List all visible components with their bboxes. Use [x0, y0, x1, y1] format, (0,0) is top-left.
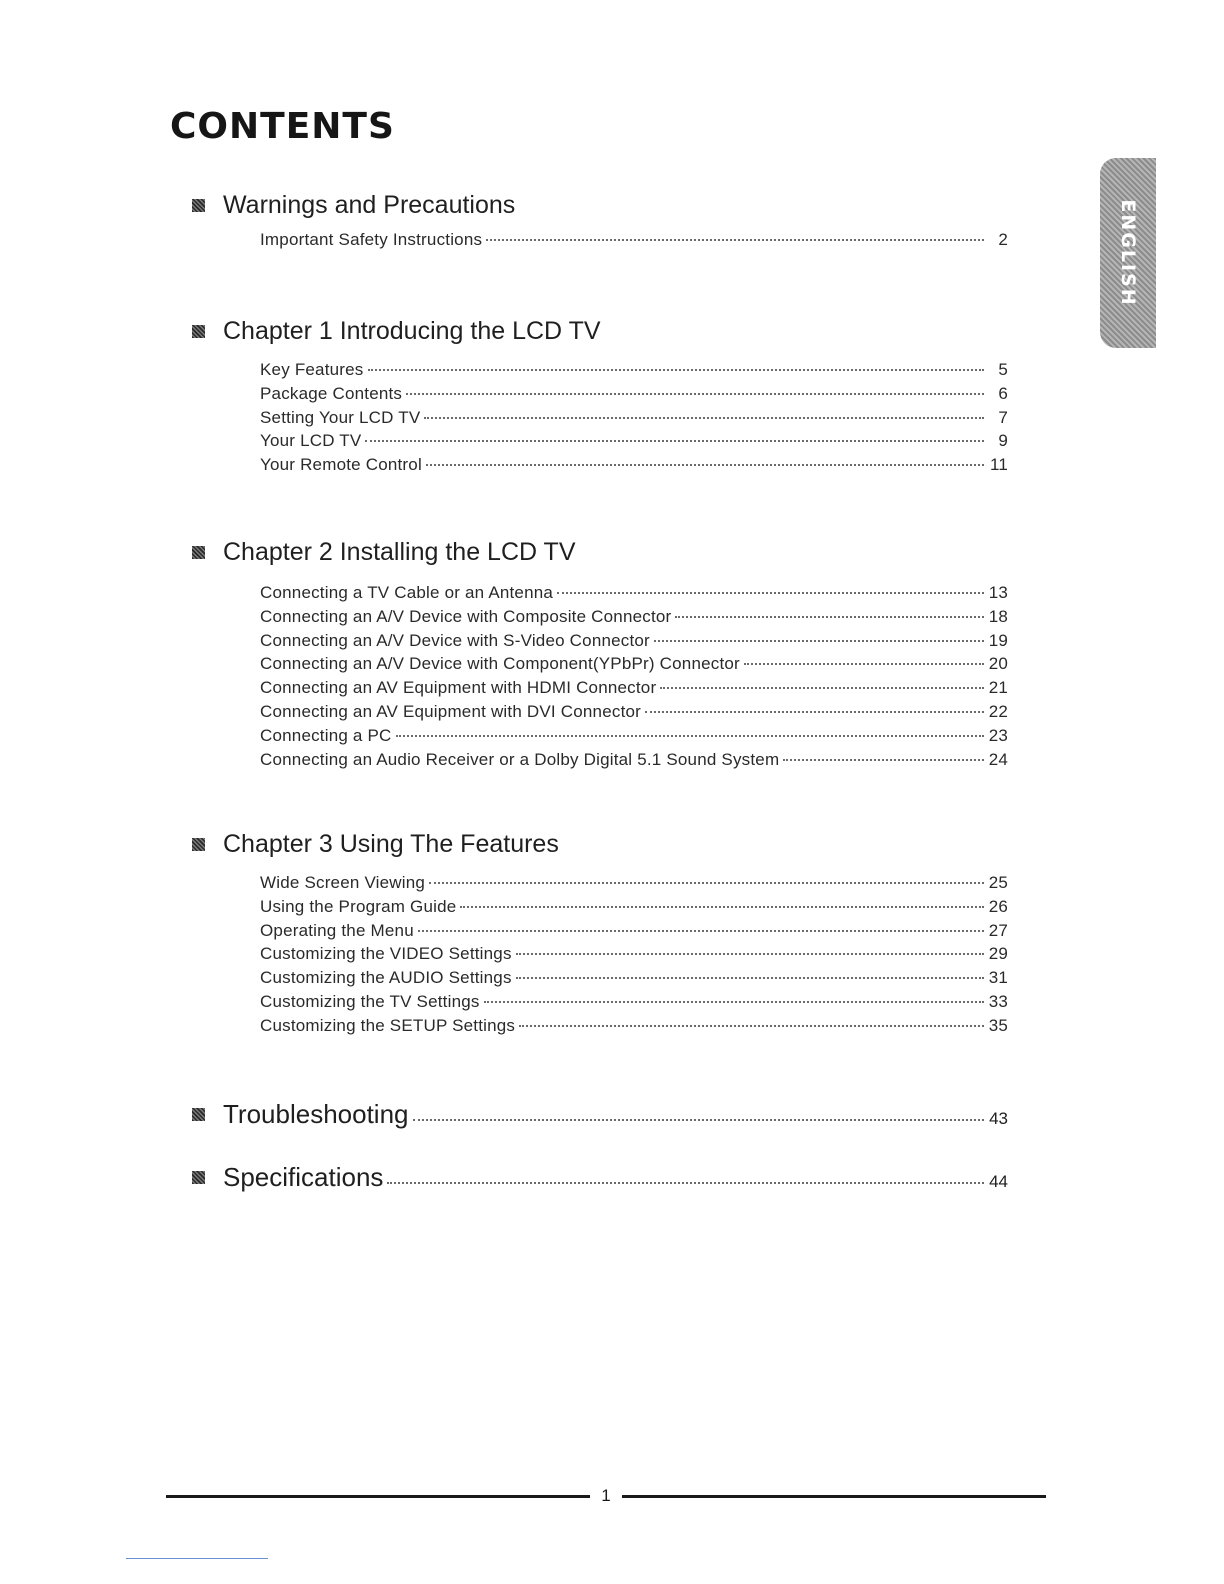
- toc-entry[interactable]: [260, 607, 1008, 631]
- toc-entry[interactable]: [260, 873, 1008, 897]
- dot-leader: [426, 464, 984, 466]
- entry-page: 13: [988, 583, 1008, 602]
- entry-page: 23: [988, 725, 1008, 745]
- entry-title: Package Contents: [260, 383, 403, 403]
- toc-entry[interactable]: [192, 1160, 1008, 1194]
- dot-leader: [519, 1025, 984, 1027]
- square-bullet-icon: [192, 1171, 205, 1184]
- entry-title: Your Remote Control: [260, 455, 422, 475]
- toc-entry[interactable]: [260, 583, 1008, 607]
- toc-entry[interactable]: [260, 678, 1008, 702]
- toc-entries: [260, 583, 1008, 773]
- toc-section-warnings: [192, 188, 1008, 254]
- dot-leader: [675, 616, 984, 618]
- entry-page: 6: [998, 383, 1008, 403]
- dot-leader: [396, 735, 984, 737]
- dot-leader: [365, 440, 984, 442]
- square-bullet-icon: [192, 199, 205, 212]
- toc-section-troubleshooting: [192, 1097, 1008, 1131]
- toc-entry[interactable]: [260, 921, 1008, 945]
- entry-title: Connecting an A/V Device with S-Video Connector: [260, 630, 650, 650]
- dot-leader: [486, 239, 984, 241]
- toc-entry[interactable]: [260, 992, 1008, 1016]
- entry-title: Setting Your LCD TV: [260, 407, 421, 427]
- toc-entry[interactable]: [260, 431, 1008, 455]
- page-footer: [166, 1486, 1046, 1506]
- toc-entry[interactable]: [260, 360, 1008, 384]
- dot-leader: [413, 1119, 985, 1121]
- entry-title: Using the Program Guide: [260, 896, 457, 916]
- dot-leader: [368, 369, 984, 371]
- toc-section-specifications: [192, 1160, 1008, 1194]
- square-bullet-icon: [192, 546, 205, 559]
- toc-entries: [260, 360, 1008, 479]
- entry-title: Connecting an AV Equipment with HDMI Connector: [260, 678, 657, 698]
- section-title: Troubleshooting: [223, 1098, 409, 1129]
- section-title: Warnings and Precautions: [223, 190, 516, 219]
- toc-entry[interactable]: [260, 750, 1008, 774]
- section-title: Chapter 1 Introducing the LCD TV: [223, 316, 601, 345]
- page-title: CONTENTS: [170, 106, 395, 147]
- section-title: Specifications: [223, 1161, 384, 1192]
- entry-title: Connecting a TV Cable or an Antenna: [260, 583, 554, 602]
- entry-page: 19: [988, 630, 1008, 650]
- square-bullet-icon: [192, 838, 205, 851]
- dot-leader: [516, 953, 984, 955]
- entry-title: Connecting an AV Equipment with DVI Connector: [260, 701, 642, 721]
- entry-title: Customizing the AUDIO Settings: [260, 968, 512, 988]
- toc-section-chapter-3: [192, 827, 1008, 1040]
- entry-page: 9: [998, 431, 1008, 451]
- entry-page: 24: [988, 749, 1008, 769]
- toc-entry[interactable]: [260, 702, 1008, 726]
- entry-title: Customizing the SETUP Settings: [260, 1015, 516, 1035]
- dot-leader: [424, 417, 984, 419]
- toc-entry[interactable]: [260, 968, 1008, 992]
- entry-page: 35: [988, 1015, 1008, 1035]
- entry-page: 20: [988, 654, 1008, 674]
- entry-title: Connecting a PC: [260, 725, 392, 745]
- section-title: Chapter 3 Using The Features: [223, 829, 559, 858]
- toc-entry[interactable]: [260, 944, 1008, 968]
- dot-leader: [484, 1001, 984, 1003]
- section-title: Chapter 2 Installing the LCD TV: [223, 537, 576, 566]
- language-tab-label: ENGLISH: [1117, 199, 1139, 307]
- section-heading: [192, 535, 1008, 569]
- toc-entry[interactable]: [260, 384, 1008, 408]
- entry-page: 21: [988, 678, 1008, 698]
- entry-page: 22: [988, 701, 1008, 721]
- toc-entry[interactable]: [260, 897, 1008, 921]
- dot-leader: [516, 977, 984, 979]
- toc-entry[interactable]: [260, 726, 1008, 750]
- entry-page: 5: [998, 360, 1008, 379]
- toc-section-chapter-1: [192, 314, 1008, 479]
- toc-entry[interactable]: [192, 1097, 1008, 1131]
- dot-leader: [460, 906, 984, 908]
- entry-page: 11: [989, 455, 1008, 475]
- square-bullet-icon: [192, 325, 205, 338]
- footer-rule-left: [166, 1495, 590, 1498]
- entry-page: 29: [988, 944, 1008, 964]
- dot-leader: [418, 930, 984, 932]
- entry-page: 33: [988, 991, 1008, 1011]
- dot-leader: [387, 1182, 984, 1184]
- square-bullet-icon: [192, 1108, 205, 1121]
- dot-leader: [645, 711, 984, 713]
- dot-leader: [406, 393, 984, 395]
- corner-divider: [126, 1558, 268, 1559]
- entry-page: 18: [988, 606, 1008, 626]
- entry-title: Wide Screen Viewing: [260, 873, 426, 892]
- entry-title: Connecting an A/V Device with Component(YPbPr) Connector: [260, 654, 740, 674]
- entry-page: 7: [998, 407, 1008, 427]
- entry-page: 31: [988, 968, 1008, 988]
- dot-leader: [783, 759, 984, 761]
- entry-title: Connecting an A/V Device with Composite Connector: [260, 606, 672, 626]
- toc-entry[interactable]: [260, 455, 1008, 479]
- toc-entry[interactable]: [260, 631, 1008, 655]
- footer-rule-right: [622, 1495, 1046, 1498]
- toc-entries: [260, 873, 1008, 1040]
- section-heading: [192, 188, 1008, 222]
- entry-page: 27: [988, 920, 1008, 940]
- entry-title: Your LCD TV: [260, 431, 362, 451]
- dot-leader: [744, 663, 984, 665]
- entry-title: Key Features: [260, 360, 364, 379]
- entry-title: Customizing the VIDEO Settings: [260, 944, 512, 964]
- entry-title: Customizing the TV Settings: [260, 991, 480, 1011]
- entry-page: 44: [989, 1172, 1008, 1191]
- entry-page: 2: [998, 230, 1008, 249]
- toc-section-chapter-2: [192, 535, 1008, 773]
- entry-page: 26: [988, 896, 1008, 916]
- page-number: 1: [601, 1486, 611, 1505]
- toc-entry[interactable]: [260, 230, 1008, 254]
- entry-title: Important Safety Instructions: [260, 230, 483, 249]
- toc-entry[interactable]: [260, 408, 1008, 432]
- entry-page: 43: [989, 1109, 1008, 1128]
- section-heading: [192, 827, 1008, 861]
- entry-title: Operating the Menu: [260, 920, 414, 940]
- language-tab: [1100, 158, 1156, 348]
- toc-entry[interactable]: [260, 654, 1008, 678]
- section-heading: [192, 314, 1008, 348]
- dot-leader: [660, 687, 984, 689]
- entry-page: 25: [988, 873, 1008, 892]
- dot-leader: [557, 592, 984, 594]
- entry-title: Connecting an Audio Receiver or a Dolby Digital 5.1 Sound System: [260, 749, 780, 769]
- toc-entry[interactable]: [260, 1016, 1008, 1040]
- dot-leader: [654, 640, 984, 642]
- toc-entries: [260, 230, 1008, 254]
- dot-leader: [429, 882, 984, 884]
